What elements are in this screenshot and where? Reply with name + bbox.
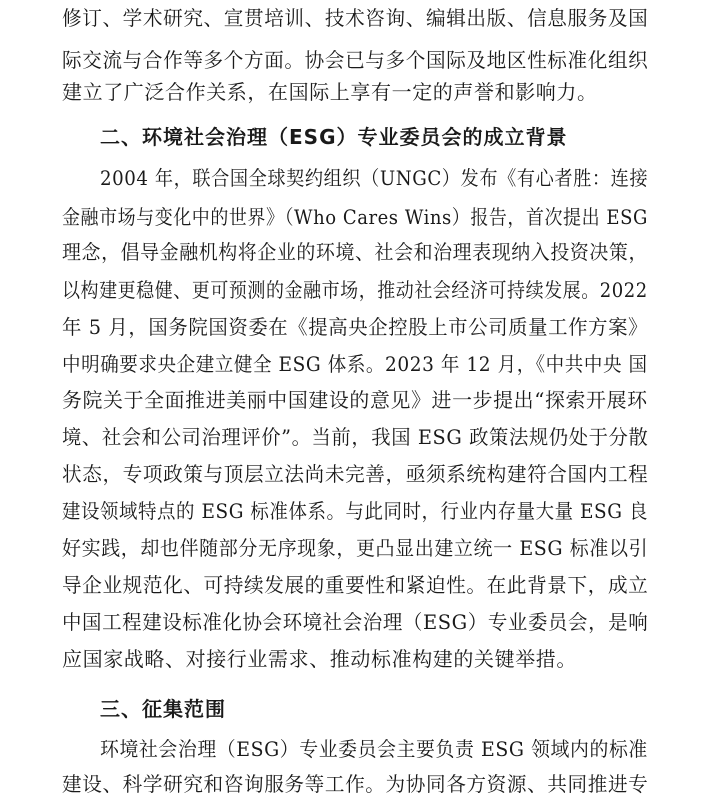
intro-line-1: 修订、学术研究、宣贯培训、技术咨询、编辑出版、信息服务及国: [62, 6, 649, 30]
section-2-line-7: 务院关于全面推进美丽中国建设的意见》进一步提出“探索开展环: [62, 388, 648, 412]
section-2-line-13: 中国工程建设标准化协会环境社会治理（ESG）专业委员会，是响: [62, 610, 649, 634]
section-2-line-4: 以构建更稳健、更可预测的金融市场，推动社会经济可持续发展。2022: [62, 278, 648, 302]
section-2-line-9: 状态，专项政策与顶层立法尚未完善，亟须系统构建符合国内工程: [62, 462, 649, 486]
section-3-line-1: 环境社会治理（ESG）专业委员会主要负责 ESG 领域内的标准: [100, 737, 648, 761]
section-2-line-3: 理念，倡导金融机构将企业的环境、社会和治理表现纳入投资决策，: [62, 240, 648, 264]
section-2-line-12: 导企业规范化、可持续发展的重要性和紧迫性。在此背景下，成立: [62, 573, 649, 597]
intro-line-2: 际交流与合作等多个方面。协会已与多个国际及地区性标准化组织: [62, 48, 649, 72]
section-2-line-1: 2004 年，联合国全球契约组织（UNGC）发布《有心者胜：连接: [100, 166, 649, 190]
intro-line-3: 建立了广泛合作关系，在国际上享有一定的声誉和影响力。: [62, 80, 598, 104]
section-3-heading: 三、征集范围: [100, 697, 226, 721]
section-2-line-8: 境、社会和公司治理评价”。当前，我国 ESG 政策法规仍处于分散: [62, 425, 649, 449]
section-3-line-2: 建设、科学研究和咨询服务等工作。为协同各方资源、共同推进专: [62, 772, 649, 796]
section-2-line-10: 建设领域特点的 ESG 标准体系。与此同时，行业内存量大量 ESG 良: [62, 499, 648, 523]
section-2-line-2: 金融市场与变化中的世界》（Who Cares Wins）报告，首次提出 ESG: [62, 205, 648, 229]
section-2-heading: 二、环境社会治理（ESG）专业委员会的成立背景: [100, 125, 568, 149]
section-2-line-11: 好实践，却也伴随部分无序现象，更凸显出建立统一 ESG 标准以引: [62, 536, 649, 560]
section-2-line-5: 年 5 月，国务院国资委在《提高央企控股上市公司质量工作方案》: [62, 315, 649, 339]
section-2-line-6: 中明确要求央企建立健全 ESG 体系。2023 年 12 月，《中共中央 国: [62, 352, 648, 376]
section-2-line-14: 应国家战略、对接行业需求、推动标准构建的关键举措。: [62, 647, 577, 671]
